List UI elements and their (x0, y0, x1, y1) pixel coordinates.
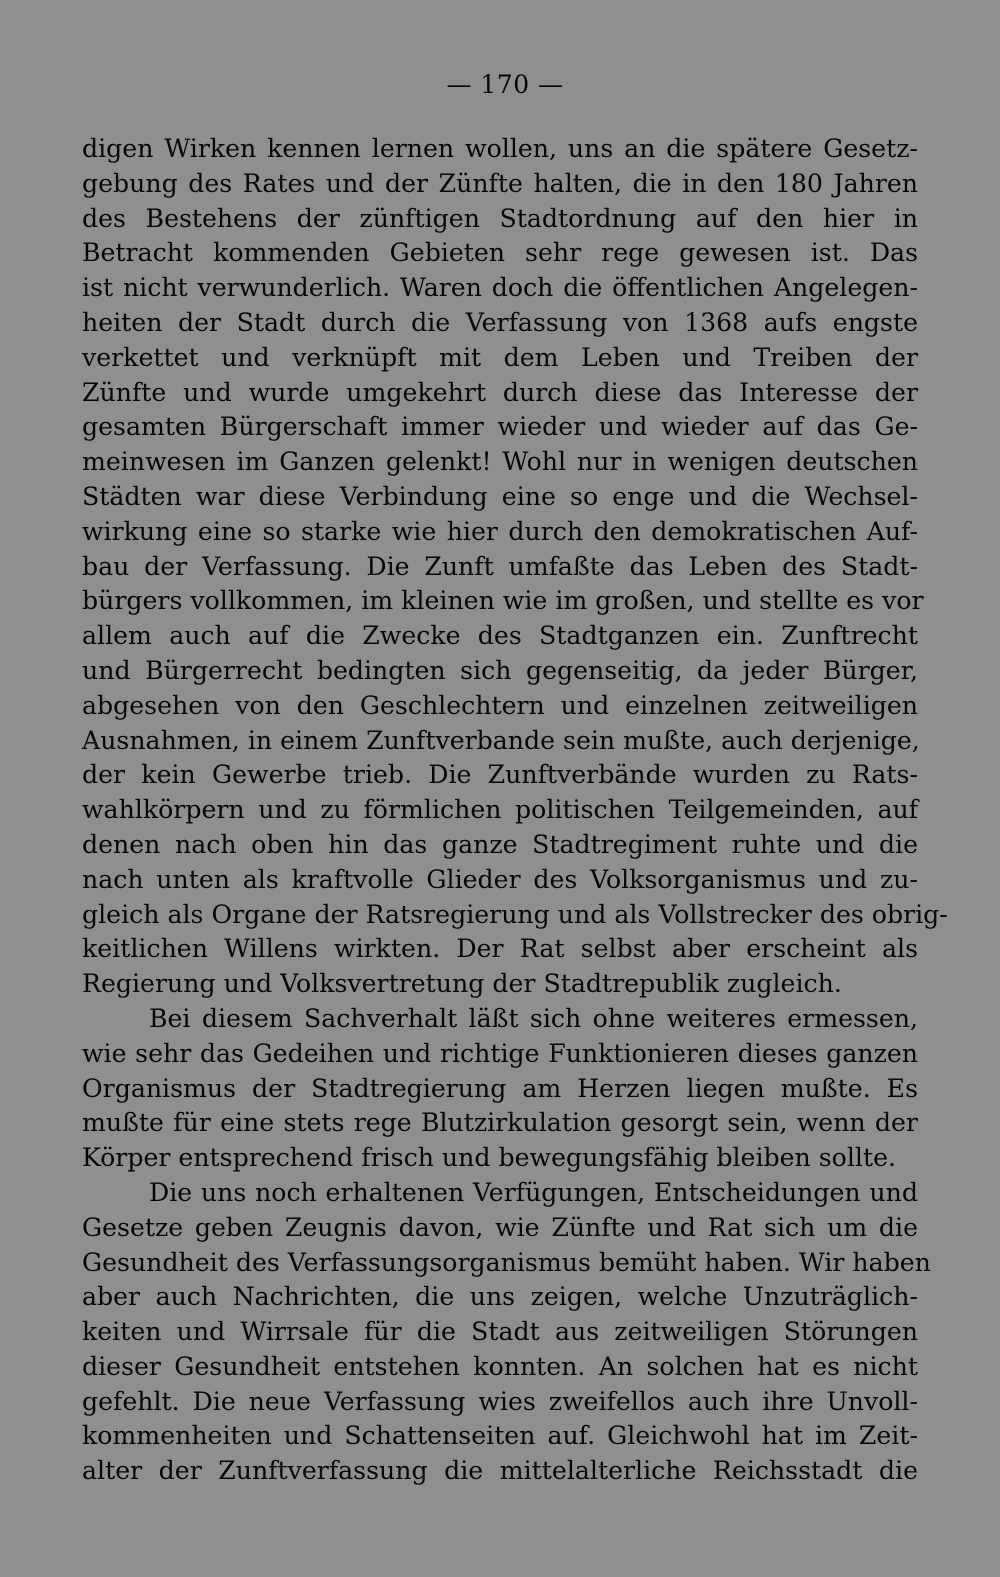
text-line: Städten war diese Verbindung eine so enge und die Wechsel- (82, 481, 918, 511)
text-line: gebung des Rates und der Zünfte halten, die in den 180 Jahren (82, 168, 918, 198)
text-line: Körper entsprechend frisch und bewegungsfähig bleiben sollte. (82, 1143, 896, 1173)
text-line: aber auch Nachrichten, die uns zeigen, welche Unzuträglich- (82, 1282, 918, 1312)
text-line: keitlichen Willens wirkten. Der Rat selbst aber erscheint als (82, 934, 918, 964)
text-line: wie sehr das Gedeihen und richtige Funktionieren dieses ganzen (82, 1038, 918, 1068)
text-line: Die uns noch erhaltenen Verfügungen, Entscheidungen und (149, 1177, 918, 1207)
text-line: Regierung und Volksvertretung der Stadtrepublik zugleich. (82, 969, 842, 999)
text-line: wirkung eine so starke wie hier durch den demokratischen Auf- (82, 516, 918, 546)
text-line: alter der Zunftverfassung die mittelalterliche Reichsstadt die (82, 1456, 918, 1486)
body-text (82, 132, 948, 1489)
text-line: bau der Verfassung. Die Zunft umfaßte das Leben des Stadt- (82, 551, 918, 581)
page-number: — 170 — (446, 70, 564, 99)
text-line: gleich als Organe der Ratsregierung und als Vollstrecker des obrig- (82, 899, 948, 929)
text-line: keiten und Wirrsale für die Stadt aus zeitweiligen Störungen (82, 1317, 918, 1347)
text-line: nach unten als kraftvolle Glieder des Volksorganismus und zu- (82, 864, 918, 894)
text-line: des Bestehens der zünftigen Stadtordnung auf den hier in (82, 203, 918, 233)
text-line: meinwesen im Ganzen gelenkt! Wohl nur in wenigen deutschen (82, 447, 918, 477)
text-line: wahlkörpern und zu förmlichen politischen Teilgemeinden, auf (82, 795, 918, 825)
text-line: bürgers vollkommen, im kleinen wie im großen, und stellte es vor (82, 586, 924, 616)
text-line: denen nach oben hin das ganze Stadtregiment ruhte und die (82, 829, 918, 859)
text-line: dieser Gesundheit entstehen konnten. An solchen hat es nicht (82, 1351, 918, 1381)
text-line: Zünfte und wurde umgekehrt durch diese das Interesse der (82, 377, 918, 407)
text-line: abgesehen von den Geschlechtern und einzelnen zeitweiligen (82, 690, 918, 720)
text-line: digen Wirken kennen lernen wollen, uns an die spätere Gesetz- (82, 134, 918, 163)
text-line: gefehlt. Die neue Verfassung wies zweifellos auch ihre Unvoll- (82, 1386, 918, 1416)
text-line: mußte für eine stets rege Blutzirkulation gesorgt sein, wenn der (82, 1108, 918, 1138)
text-line: gesamten Bürgerschaft immer wieder und wieder auf das Ge- (82, 412, 918, 442)
text-line: Bei diesem Sachverhalt läßt sich ohne weiteres ermessen, (149, 1003, 918, 1033)
text-line: Betracht kommenden Gebieten sehr rege gewesen ist. Das (82, 238, 918, 268)
text-line: Organismus der Stadtregierung am Herzen liegen mußte. Es (82, 1073, 918, 1103)
text-line: verkettet und verknüpft mit dem Leben und Treiben der (82, 342, 918, 372)
text-line: Gesetze geben Zeugnis davon, wie Zünfte und Rat sich um die (82, 1212, 918, 1242)
text-line: heiten der Stadt durch die Verfassung von 1368 aufs engste (82, 307, 918, 337)
text-line: allem auch auf die Zwecke des Stadtganzen ein. Zunftrecht (82, 621, 918, 651)
text-line: Gesundheit des Verfassungsorganismus bemüht haben. Wir haben (82, 1247, 931, 1277)
text-line: Ausnahmen, in einem Zunftverbande sein mußte, auch derjenige, (82, 725, 920, 755)
text-line: und Bürgerrecht bedingten sich gegenseitig, da jeder Bürger, (82, 655, 918, 685)
text-line: ist nicht verwunderlich. Waren doch die öffentlichen Angelegen- (82, 273, 918, 303)
text-line: kommenheiten und Schattenseiten auf. Gleichwohl hat im Zeit- (82, 1421, 918, 1451)
text-line: der kein Gewerbe trieb. Die Zunftverbände wurden zu Rats- (82, 760, 918, 790)
